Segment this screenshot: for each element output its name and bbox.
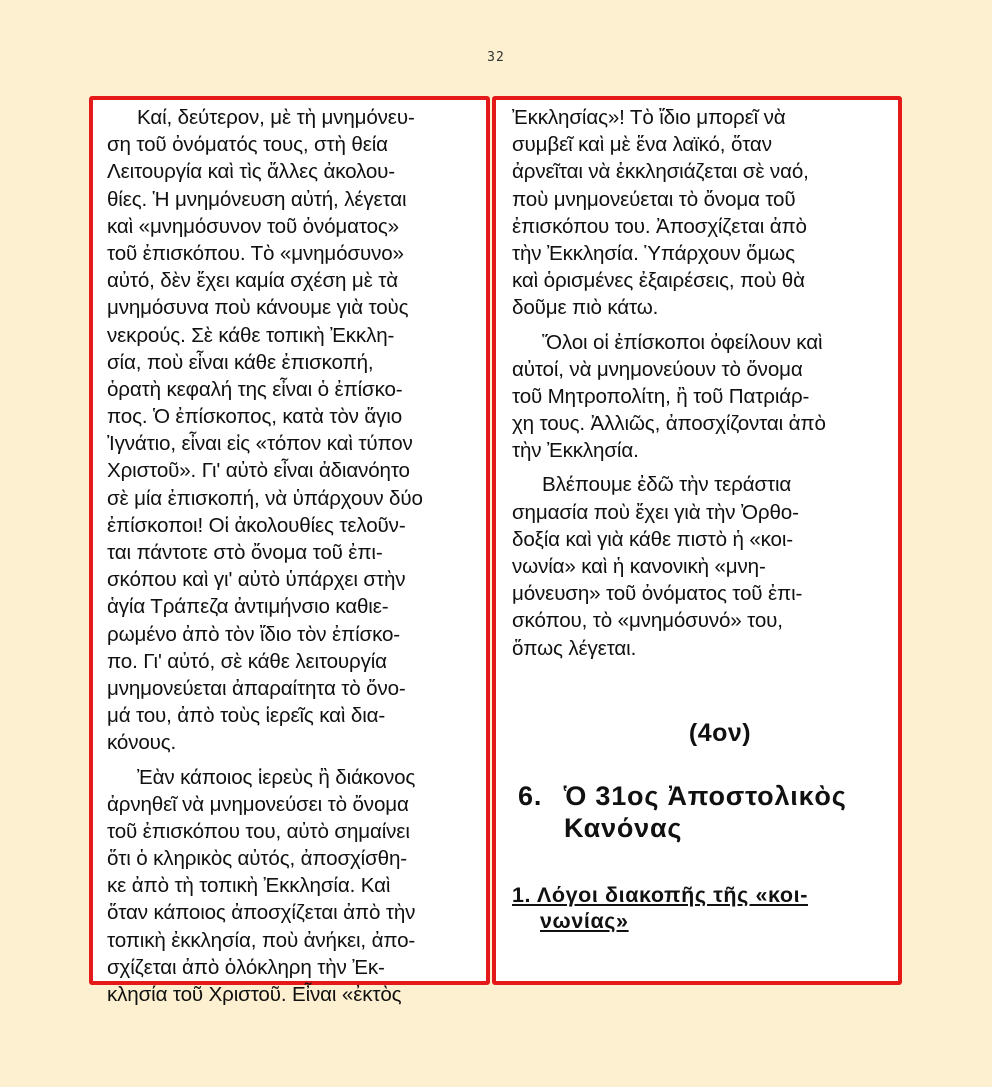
text-line: μνημονεύεται ἀπαραίτητα τὸ ὄνο- — [107, 676, 406, 700]
text-line: ἁγία Τράπεζα ἀντιμήνσιο καθιε- — [107, 595, 389, 619]
text-line: ται πάντοτε στὸ ὄνομα τοῦ ἐπι- — [107, 541, 383, 564]
text-line: Ὅλοι οἱ ἐπίσκοποι ὀφείλουν καὶ — [542, 330, 823, 354]
section-title — [512, 780, 888, 844]
text-line: μόνευση» τοῦ ὀνόματος τοῦ ἐπι- — [512, 582, 803, 606]
text-line: ὅτι ὁ κληρικὸς αὐτός, ἀποσχίσθη- — [107, 847, 407, 871]
text-line: αὐτό, δὲν ἔχει καμία σχέση μὲ τὰ — [107, 269, 398, 293]
text-line: ἀρνηθεῖ νὰ μνημονεύσει τὸ ὄνομα — [107, 792, 409, 816]
text-line: πο. Γι' αὐτό, σὲ κάθε λειτουργία — [107, 649, 387, 673]
text-line: σημασία ποὺ ἔχει γιὰ τὴν Ὀρθο- — [512, 500, 799, 524]
text-line: πος. Ὁ ἐπίσκοπος, κατὰ τὸν ἅγιο — [107, 405, 403, 429]
text-line: Βλέπουμε ἐδῶ τὴν τεράστια — [542, 473, 792, 497]
left-column — [89, 96, 490, 1006]
text-line: κε ἀπὸ τὴ τοπικὴ Ἐκκλησία. Καὶ — [107, 874, 391, 898]
text-line: ὅπως λέγεται. — [512, 636, 637, 660]
text-line: σία, ποὺ εἶναι κάθε ἐπισκοπή, — [107, 350, 374, 374]
subsection-title-line: 1. Λόγοι διακοπῆς τῆς «κοι- — [512, 882, 808, 907]
text-line: Ἐκκλησίας»! Τὸ ἴδιο μπορεῖ νὰ — [512, 106, 786, 129]
paragraph — [512, 104, 888, 322]
text-line: ἀρνεῖται νὰ ἐκκλησιάζεται σὲ ναό, — [512, 160, 809, 184]
text-line: σχίζεται ἀπὸ ὁλόκληρη τὴν Ἐκ- — [107, 955, 385, 979]
text-line: μνημόσυνα ποὺ κάνουμε γιὰ τοὺς — [107, 296, 409, 320]
text-line: συμβεῖ καὶ μὲ ἕνα λαϊκό, ὅταν — [512, 133, 772, 157]
text-line: δοῦμε πιὸ κάτω. — [512, 296, 659, 320]
section-title-line: Κανόνας — [564, 812, 683, 843]
section-number: 6. — [518, 780, 543, 811]
text-line: τὴν Ἐκκλησία. Ὑπάρχουν ὅμως — [512, 241, 795, 265]
text-line: τοπικὴ ἐκκλησία, ποὺ ἀνήκει, ἀπο- — [107, 928, 416, 952]
text-line: αὐτοί, νὰ μνημονεύουν τὸ ὄνομα — [512, 357, 803, 381]
text-line: σκόπου καὶ γι' αὐτὸ ὑπάρχει στὴν — [107, 568, 406, 592]
subsection-title — [512, 882, 888, 934]
paragraph — [512, 329, 888, 465]
text-line: τοῦ ἐπισκόπου του, αὐτὸ σημαίνει — [107, 819, 410, 843]
text-line: κλησία τοῦ Χριστοῦ. Εἶναι «ἐκτὸς — [107, 983, 402, 1006]
text-line: ποὺ μνημονεύεται τὸ ὄνομα τοῦ — [512, 187, 796, 211]
text-line: ρωμένο ἀπὸ τὸν ἴδιο τὸν ἐπίσκο- — [107, 622, 400, 646]
text-line: νωνία» καὶ ἡ κανονικὴ «μνη- — [512, 555, 766, 578]
text-line: νεκρούς. Σὲ κάθε τοπικὴ Ἐκκλη- — [107, 323, 395, 347]
text-line: τοῦ Μητροπολίτη, ἢ τοῦ Πατριάρ- — [512, 384, 810, 408]
text-line: μά του, ἀπὸ τοὺς ἱερεῖς καὶ δια- — [107, 704, 386, 728]
text-line: τὴν Ἐκκλησία. — [512, 439, 639, 463]
page-number: 32 — [487, 50, 505, 65]
text-line: Λειτουργία καὶ τὶς ἄλλες ἀκολου- — [107, 160, 395, 184]
text-line: καὶ «μνημόσυνον τοῦ ὀνόματος» — [107, 214, 399, 238]
part-heading: (4ον) — [688, 718, 752, 747]
text-line: σκόπου, τὸ «μνημόσυνό» του, — [512, 609, 783, 633]
text-line: ἐπισκόπου του. Ἀποσχίζεται ἀπὸ — [512, 214, 807, 238]
text-line: κόνους. — [107, 731, 177, 755]
text-line: θίες. Ἡ μνημόνευση αὐτή, λέγεται — [107, 187, 407, 211]
paragraph — [107, 104, 472, 757]
text-line: Ἰγνάτιο, εἶναι εἰς «τόπον καὶ τύπον — [107, 432, 413, 456]
paragraph — [107, 764, 472, 1009]
text-line: καὶ ὁρισμένες ἐξαιρέσεις, ποὺ θὰ — [512, 269, 805, 293]
text-line: ση τοῦ ὀνόματός τους, στὴ θεία — [107, 133, 388, 157]
subsection-title-line: νωνίας» — [540, 908, 629, 933]
text-line: Χριστοῦ». Γι' αὐτὸ εἶναι ἀδιανόητο — [107, 459, 410, 483]
text-line: ὅταν κάποιος ἀποσχίζεται ἀπὸ τὴν — [107, 901, 416, 925]
text-line: σὲ μία ἐπισκοπή, νὰ ὑπάρχουν δύο — [107, 486, 423, 510]
text-line: ἐπίσκοποι! Οἱ ἀκολουθίες τελοῦν- — [107, 513, 406, 537]
paragraph — [512, 471, 888, 661]
text-line: τοῦ ἐπισκόπου. Τὸ «μνημόσυνο» — [107, 241, 404, 265]
text-line: δοξία καὶ γιὰ κάθε πιστὸ ἡ «κοι- — [512, 527, 793, 551]
right-column — [492, 96, 902, 985]
section-title-line: Ὁ 31ος Ἀποστολικὸς — [564, 780, 847, 811]
text-line: Καί, δεύτερον, μὲ τὴ μνημόνευ- — [137, 106, 415, 129]
text-line: χη τους. Ἀλλιῶς, ἀποσχίζονται ἀπὸ — [512, 412, 826, 436]
text-line: ὁρατὴ κεφαλή της εἶναι ὁ ἐπίσκο- — [107, 377, 403, 401]
text-line: Ἐὰν κάποιος ἱερεὺς ἢ διάκονος — [137, 765, 416, 789]
